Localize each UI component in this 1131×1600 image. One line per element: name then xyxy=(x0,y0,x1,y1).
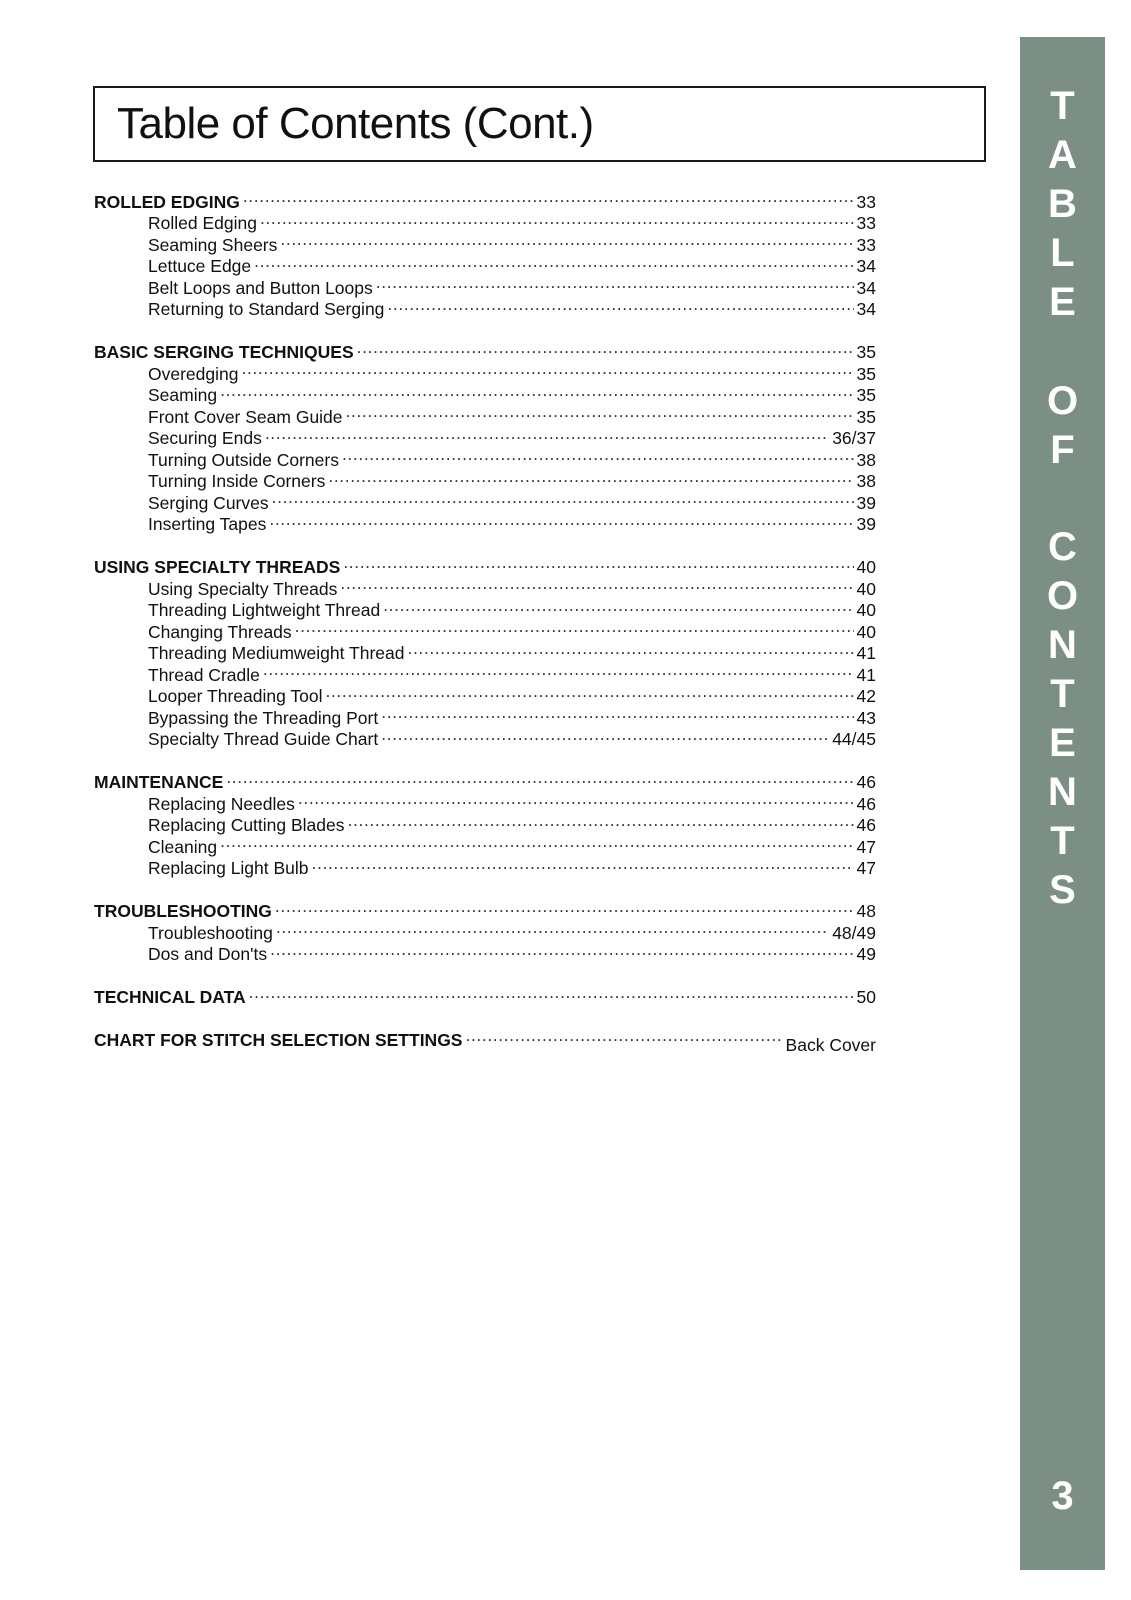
toc-entry-label: BASIC SERGING TECHNIQUES xyxy=(94,342,354,362)
toc-section xyxy=(94,982,876,1007)
dot-leader xyxy=(220,831,853,853)
toc-entry-page: 36/37 xyxy=(832,428,876,448)
side-tab-word-of xyxy=(1020,377,1105,475)
side-tab-letter: C xyxy=(1048,525,1077,569)
toc-entry-label: Rolled Edging xyxy=(148,213,257,233)
toc-entry-label: Turning Outside Corners xyxy=(148,449,339,470)
toc-section-heading[interactable] xyxy=(94,767,876,792)
toc-entry-label: CHART FOR STITCH SELECTION SETTINGS xyxy=(94,1030,463,1050)
toc-section-heading[interactable] xyxy=(94,982,876,1007)
toc-section-heading[interactable] xyxy=(94,896,876,921)
dot-leader xyxy=(465,1025,782,1047)
dot-leader xyxy=(326,681,854,703)
side-tab-letter: T xyxy=(1050,672,1075,716)
side-tab-word-table xyxy=(1020,82,1105,327)
toc-entry-label: Changing Threads xyxy=(148,621,292,642)
toc-entry-page: 47 xyxy=(856,858,876,878)
side-tab-letter: O xyxy=(1046,574,1079,618)
toc-entry-label: Front Cover Seam Guide xyxy=(148,406,343,427)
dot-leader xyxy=(348,810,854,832)
title-box xyxy=(93,86,986,162)
toc-entry-page: 35 xyxy=(856,363,876,384)
dot-leader xyxy=(263,659,854,681)
side-tab-letter: N xyxy=(1048,770,1077,814)
toc-entry-page: 38 xyxy=(856,449,876,470)
side-tab-letter: A xyxy=(1048,133,1077,177)
toc-entry-label: Securing Ends xyxy=(148,428,262,448)
dot-leader xyxy=(407,638,853,660)
dot-leader xyxy=(343,552,853,574)
toc-section-heading[interactable] xyxy=(94,1025,876,1055)
dot-leader xyxy=(243,186,854,208)
side-tab-word-contents xyxy=(1020,523,1105,915)
toc-section-heading[interactable] xyxy=(94,337,876,362)
toc-entry-page: 50 xyxy=(856,987,876,1007)
dot-leader xyxy=(220,380,853,402)
toc-entry-label: Troubleshooting xyxy=(148,922,273,943)
dot-leader xyxy=(272,487,854,509)
toc-entry-label: Bypassing the Threading Port xyxy=(148,707,379,728)
toc-entry-page: 40 xyxy=(856,557,876,577)
toc-entry-page: 40 xyxy=(856,600,876,620)
side-tab-letter: B xyxy=(1048,182,1077,226)
side-tab-letter: O xyxy=(1046,379,1079,423)
side-tab-letter: T xyxy=(1050,84,1075,128)
side-tab xyxy=(1020,37,1105,1570)
dot-leader xyxy=(226,767,853,789)
toc-entry-label: Lettuce Edge xyxy=(148,256,252,276)
dot-leader xyxy=(254,251,853,273)
dot-leader xyxy=(328,466,853,488)
toc-entry-page: 46 xyxy=(856,815,876,835)
toc-entry-page: Back Cover xyxy=(785,1035,876,1055)
dot-leader xyxy=(381,724,829,746)
toc-entry-page: 33 xyxy=(856,191,876,212)
toc-entry-label: MAINTENANCE xyxy=(94,772,224,792)
toc-entry-label: Dos and Don'ts xyxy=(148,944,268,964)
toc-entry-label: Replacing Cutting Blades xyxy=(148,815,345,835)
toc-entry-page: 47 xyxy=(856,836,876,857)
toc-entry-page: 38 xyxy=(856,471,876,491)
toc-entry-label: Serging Curves xyxy=(148,492,269,513)
toc-section xyxy=(94,767,876,878)
toc-entry-page: 46 xyxy=(856,793,876,814)
dot-leader xyxy=(383,595,853,617)
dot-leader xyxy=(249,982,854,1004)
toc-entry-label: Using Specialty Threads xyxy=(148,578,338,599)
dot-leader xyxy=(295,616,854,638)
dot-leader xyxy=(260,208,854,230)
dot-leader xyxy=(275,896,854,918)
table-of-contents xyxy=(94,186,876,1068)
toc-entry-page: 44/45 xyxy=(832,729,876,749)
side-tab-letter: E xyxy=(1049,280,1076,324)
toc-section-heading[interactable] xyxy=(94,186,876,212)
dot-leader xyxy=(381,702,853,724)
toc-entry-page: 34 xyxy=(856,299,876,319)
dot-leader xyxy=(340,573,853,595)
toc-section-heading[interactable] xyxy=(94,552,876,577)
dot-leader xyxy=(270,939,853,961)
toc-entry-page: 42 xyxy=(856,686,876,706)
dot-leader xyxy=(342,444,854,466)
toc-entry-page: 46 xyxy=(856,772,876,792)
toc-entry-label: Cleaning xyxy=(148,836,218,857)
toc-entry-label: Overedging xyxy=(148,363,239,384)
side-tab-letter: F xyxy=(1050,428,1075,472)
toc-entry-page: 35 xyxy=(856,342,876,362)
toc-entry-label: Belt Loops and Button Loops xyxy=(148,277,373,298)
toc-entry-label: Replacing Needles xyxy=(148,793,295,814)
toc-entry-page: 43 xyxy=(856,707,876,728)
dot-leader xyxy=(387,294,853,316)
toc-entry-label: Turning Inside Corners xyxy=(148,471,326,491)
toc-entry-label: Threading Lightweight Thread xyxy=(148,600,381,620)
toc-entry-label: Seaming Sheers xyxy=(148,234,278,255)
toc-entry-label: TECHNICAL DATA xyxy=(94,987,246,1007)
toc-entry-page: 34 xyxy=(856,256,876,276)
toc-entry-label: Specialty Thread Guide Chart xyxy=(148,729,379,749)
dot-leader xyxy=(280,229,853,251)
toc-entry-label: Looper Threading Tool xyxy=(148,686,323,706)
toc-entry-label: TROUBLESHOOTING xyxy=(94,901,272,921)
side-tab-letter: T xyxy=(1050,819,1075,863)
dot-leader xyxy=(346,401,854,423)
toc-entry-label: Inserting Tapes xyxy=(148,514,267,534)
dot-leader xyxy=(376,272,854,294)
toc-entry-page: 39 xyxy=(856,514,876,534)
dot-leader xyxy=(269,509,853,531)
dot-leader xyxy=(276,917,829,939)
toc-entry-label: USING SPECIALTY THREADS xyxy=(94,557,341,577)
toc-entry-page: 41 xyxy=(856,664,876,685)
dot-leader xyxy=(265,423,829,445)
toc-entry-page: 33 xyxy=(856,234,876,255)
dot-leader xyxy=(298,788,854,810)
toc-entry-page: 40 xyxy=(856,578,876,599)
toc-entry-label: Returning to Standard Serging xyxy=(148,299,385,319)
toc-section xyxy=(94,896,876,964)
toc-entry-page: 35 xyxy=(856,385,876,405)
toc-section xyxy=(94,186,876,319)
page-number: 3 xyxy=(1051,1474,1074,1518)
side-tab-letter: L xyxy=(1050,231,1075,275)
toc-section xyxy=(94,1025,876,1055)
toc-entry-label: Thread Cradle xyxy=(148,664,260,685)
toc-entry-page: 48/49 xyxy=(832,922,876,943)
toc-entry-label: Replacing Light Bulb xyxy=(148,858,309,878)
dot-leader xyxy=(312,853,854,875)
toc-entry-label: Threading Mediumweight Thread xyxy=(148,643,405,663)
toc-entry-page: 41 xyxy=(856,643,876,663)
toc-entry-page: 49 xyxy=(856,944,876,964)
side-tab-letter: E xyxy=(1049,721,1076,765)
toc-entry-page: 34 xyxy=(856,277,876,298)
toc-entry-page: 40 xyxy=(856,621,876,642)
toc-entry-label: Seaming xyxy=(148,385,218,405)
toc-entry-page: 35 xyxy=(856,406,876,427)
page-title: Table of Contents (Cont.) xyxy=(117,99,594,148)
dot-leader xyxy=(241,358,853,380)
side-tab-letter: N xyxy=(1048,623,1077,667)
toc-section xyxy=(94,552,876,749)
dot-leader xyxy=(357,337,854,359)
side-tab-letter: S xyxy=(1049,868,1076,912)
toc-entry-page: 33 xyxy=(856,213,876,233)
toc-entry-page: 39 xyxy=(856,492,876,513)
toc-section xyxy=(94,337,876,534)
toc-entry-page: 48 xyxy=(856,901,876,921)
toc-entry-label: ROLLED EDGING xyxy=(94,191,240,212)
